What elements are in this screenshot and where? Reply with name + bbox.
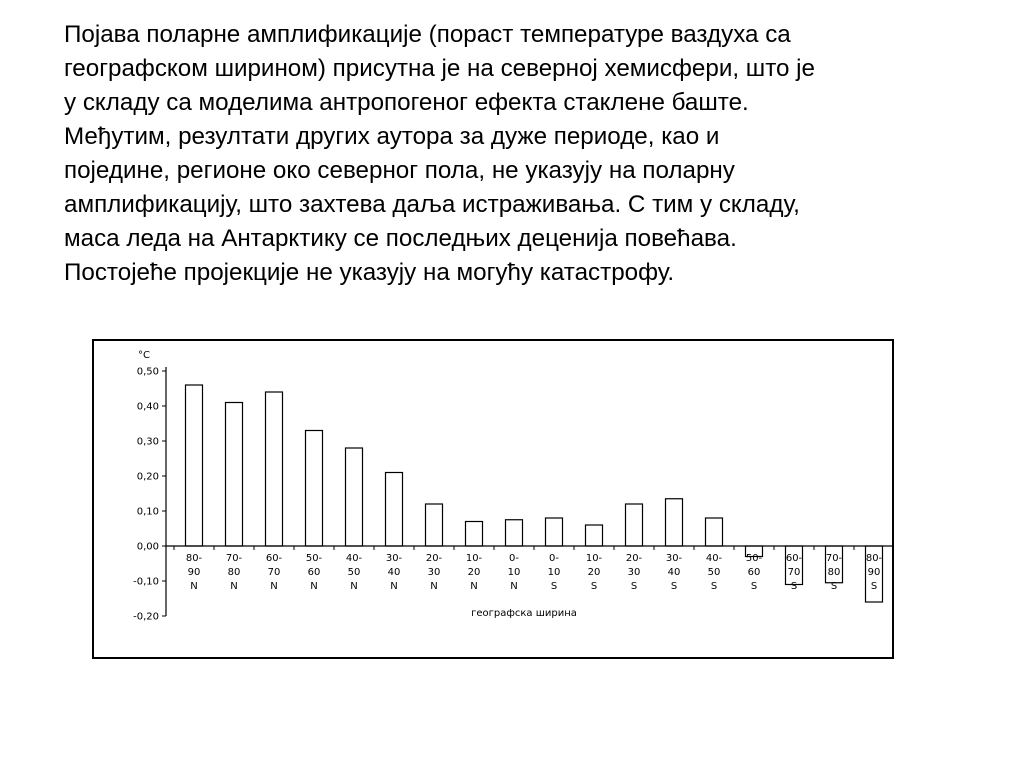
x-tick-label: 0- bbox=[509, 553, 519, 564]
x-tick-label: S bbox=[670, 581, 678, 592]
x-tick-label: N bbox=[390, 581, 398, 592]
x-tick-label: S bbox=[590, 581, 598, 592]
paragraph-line: Међутим, резултати других аутора за дуже периоде, као и bbox=[64, 123, 720, 150]
paragraph-line: географском ширином) присутна је на северној хемисфери, што је bbox=[64, 55, 815, 82]
bar bbox=[786, 546, 803, 585]
y-tick-label: 0,50 bbox=[136, 366, 159, 378]
x-tick-label: 20- bbox=[425, 553, 443, 564]
paragraph-line: амплификацију, што захтева даља истраживања. С тим у складу, bbox=[64, 191, 800, 218]
x-tick-label: 80 bbox=[827, 567, 841, 578]
y-axis-ticks bbox=[133, 367, 166, 623]
x-tick-label: S bbox=[830, 581, 838, 592]
bar bbox=[466, 522, 483, 547]
x-tick-label: S bbox=[630, 581, 638, 592]
x-axis-title: географска ширина bbox=[471, 608, 577, 619]
bar bbox=[226, 403, 243, 547]
x-tick-label: 50 bbox=[707, 567, 721, 578]
bar bbox=[426, 504, 443, 546]
x-tick-label: 30 bbox=[627, 567, 641, 578]
x-axis-tick-labels bbox=[186, 553, 883, 592]
x-tick-label: 80 bbox=[227, 567, 241, 578]
paragraph-line: Постојеће пројекције не указују на могућу катастрофу. bbox=[64, 259, 675, 286]
paragraph-line: поједине, регионе око северног пола, не указују на поларну bbox=[64, 157, 735, 184]
bar bbox=[266, 392, 283, 546]
x-tick-label: N bbox=[470, 581, 478, 592]
x-tick-label: 80- bbox=[185, 553, 203, 564]
x-tick-label: S bbox=[550, 581, 558, 592]
x-tick-label: N bbox=[270, 581, 278, 592]
x-tick-label: 30- bbox=[665, 553, 683, 564]
x-tick-label: 40 bbox=[387, 567, 401, 578]
y-tick-label: 0,00 bbox=[136, 541, 159, 553]
x-tick-label: 30- bbox=[385, 553, 403, 564]
x-tick-label: 10 bbox=[547, 567, 561, 578]
x-tick-label: N bbox=[310, 581, 318, 592]
x-tick-label: N bbox=[350, 581, 358, 592]
bar bbox=[346, 448, 363, 546]
x-tick-label: N bbox=[510, 581, 518, 592]
x-tick-label: 40 bbox=[667, 567, 681, 578]
x-tick-label: 60 bbox=[307, 567, 321, 578]
x-tick-label: 90 bbox=[867, 567, 881, 578]
x-tick-label: 40- bbox=[705, 553, 723, 564]
x-tick-label: 10- bbox=[585, 553, 603, 564]
x-tick-label: N bbox=[230, 581, 238, 592]
x-tick-label: N bbox=[190, 581, 198, 592]
x-tick-label: 0- bbox=[549, 553, 559, 564]
x-tick-label: 40- bbox=[345, 553, 363, 564]
x-tick-label: 70- bbox=[225, 553, 243, 564]
x-tick-label: 50 bbox=[347, 567, 361, 578]
x-tick-label: 60- bbox=[265, 553, 283, 564]
bar bbox=[586, 525, 603, 546]
x-tick-label: 20- bbox=[625, 553, 643, 564]
x-tick-label: 90 bbox=[187, 567, 201, 578]
x-tick-label: S bbox=[870, 581, 878, 592]
y-tick-label: 0,20 bbox=[136, 471, 159, 483]
bar bbox=[386, 473, 403, 547]
paragraph-line: маса леда на Антарктику се последњих деценија повећава. bbox=[64, 225, 737, 252]
bars bbox=[186, 385, 883, 602]
x-tick-label: 70 bbox=[267, 567, 281, 578]
bar bbox=[506, 520, 523, 546]
x-tick-label: S bbox=[790, 581, 798, 592]
x-tick-label: S bbox=[750, 581, 758, 592]
paragraph bbox=[64, 18, 964, 290]
x-tick-label: 10 bbox=[507, 567, 521, 578]
x-tick-label: 20 bbox=[587, 567, 601, 578]
x-tick-label: S bbox=[710, 581, 718, 592]
chart-frame bbox=[92, 339, 894, 659]
bar bbox=[546, 518, 563, 546]
x-tick-label: 70 bbox=[787, 567, 801, 578]
x-tick-label: 80- bbox=[865, 553, 883, 564]
x-tick-label: 10- bbox=[465, 553, 483, 564]
bar bbox=[626, 504, 643, 546]
y-tick-label: 0,40 bbox=[136, 401, 159, 413]
x-tick-label: 30 bbox=[427, 567, 441, 578]
x-tick-label: 60- bbox=[785, 553, 803, 564]
y-tick-label: 0,30 bbox=[136, 436, 159, 448]
y-axis-unit: °C bbox=[138, 350, 150, 361]
y-tick-label: -0,10 bbox=[133, 576, 159, 588]
paragraph-line: Појава поларне амплификације (пораст температуре ваздуха са bbox=[64, 21, 791, 48]
paragraph-line: у складу са моделима антропогеног ефекта стаклене баште. bbox=[64, 89, 749, 116]
x-tick-label: 50- bbox=[305, 553, 323, 564]
x-tick-label: 20 bbox=[467, 567, 481, 578]
x-tick-label: 70- bbox=[825, 553, 843, 564]
x-tick-label: N bbox=[430, 581, 438, 592]
bar bbox=[186, 385, 203, 546]
bar bbox=[706, 518, 723, 546]
bar-chart bbox=[94, 341, 892, 657]
bar bbox=[306, 431, 323, 547]
bar bbox=[666, 499, 683, 546]
y-tick-label: 0,10 bbox=[136, 506, 159, 518]
x-tick-label: 50- bbox=[745, 553, 763, 564]
y-tick-label: -0,20 bbox=[133, 611, 159, 623]
x-tick-label: 60 bbox=[747, 567, 761, 578]
